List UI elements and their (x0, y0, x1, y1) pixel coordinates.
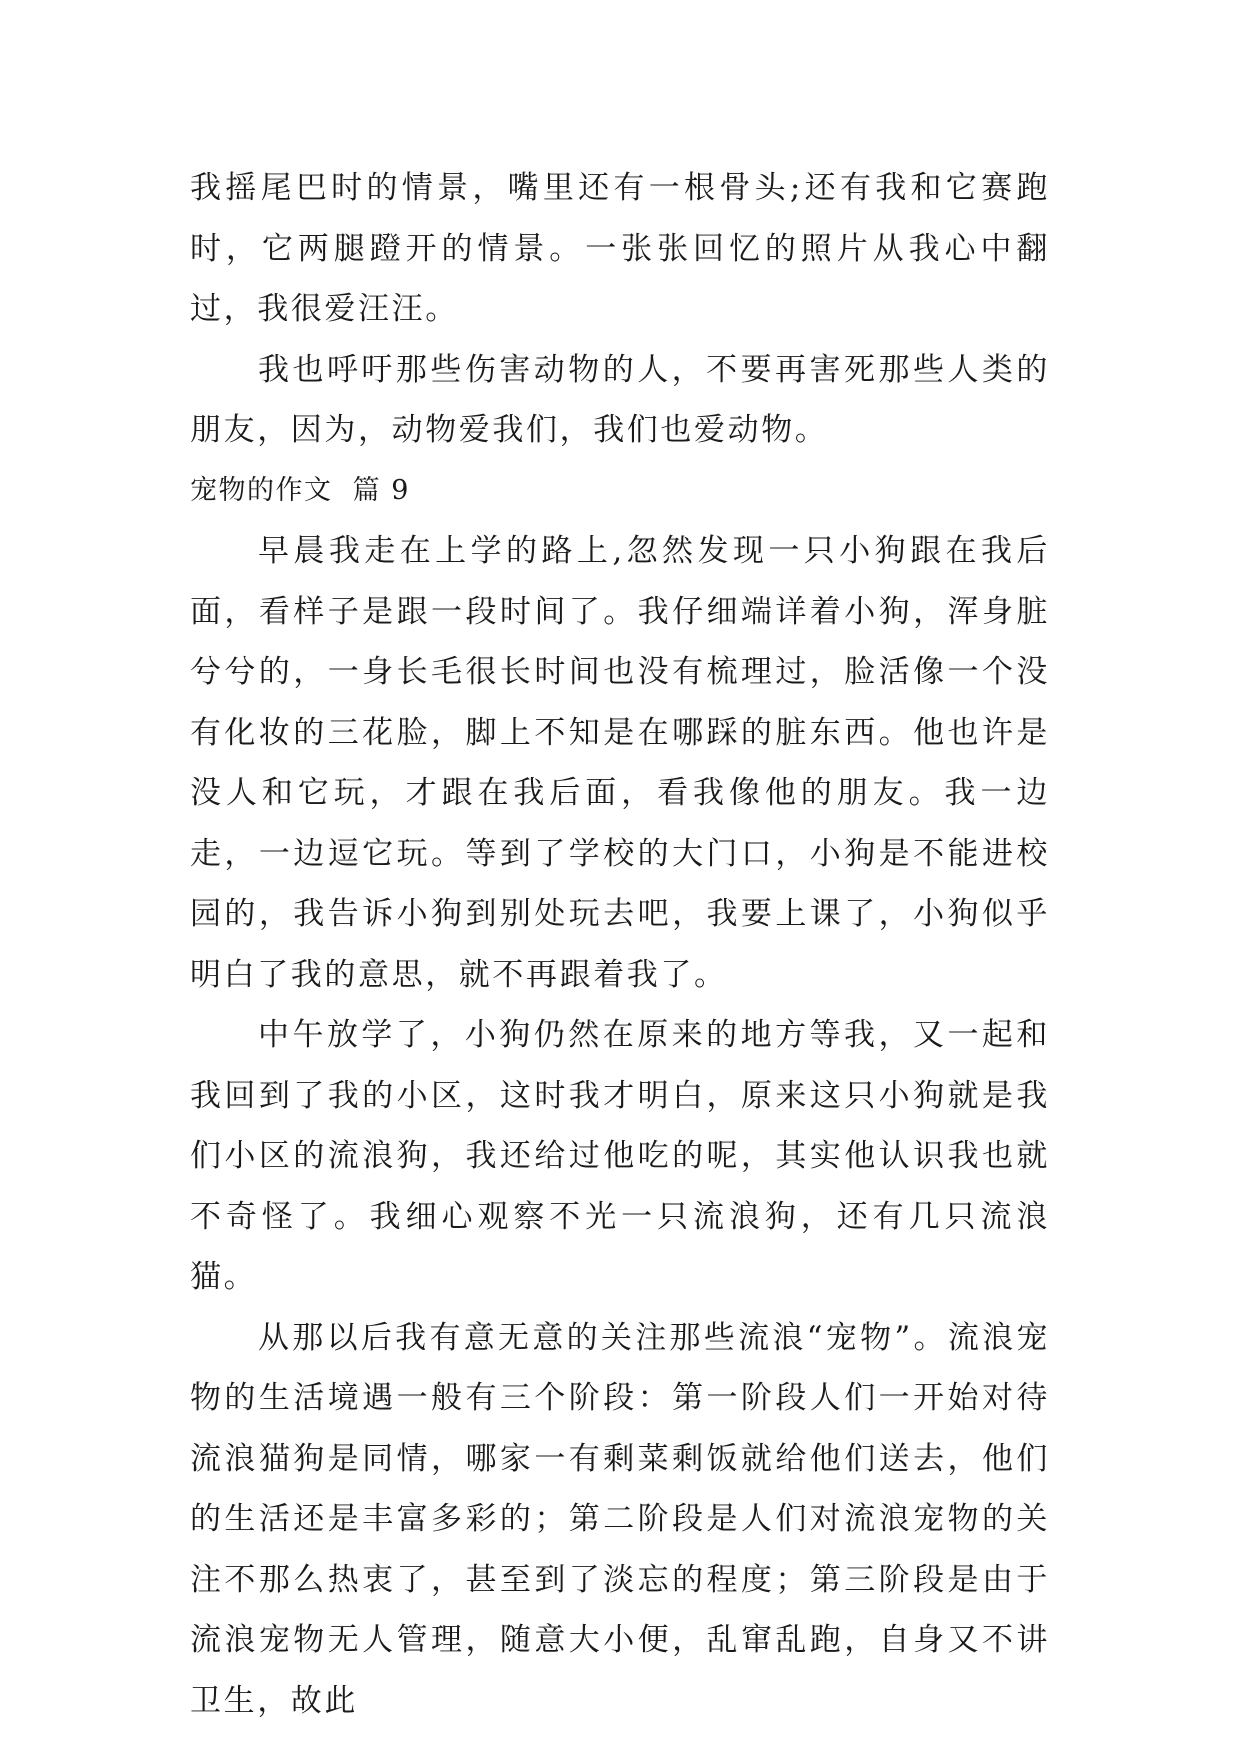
paragraph-1: 我摇尾巴时的情景，嘴里还有一根骨头;还有我和它赛跑时，它两腿蹬开的情景。一张张回忆的照片从我心中翻过，我很爱汪汪。 (190, 170, 1050, 327)
paragraph-4: 中午放学了，小狗仍然在原来的地方等我，又一起和我回到了我的小区，这时我才明白，原来这只小狗就是我们小区的流浪狗，我还给过他吃的呢，其实他认识我也就不奇怪了。我细心观察不光一只流浪狗，还有几只流浪猫。 (190, 1017, 1050, 1295)
article-body (190, 158, 1050, 1731)
section-heading: 宠物的作文 篇 9 (190, 474, 410, 506)
paragraph-5: 从那以后我有意无意的关注那些流浪“宠物”。流浪宠物的生活境遇一般有三个阶段：第一阶段人们一开始对待流浪猫狗是同情，哪家一有剩菜剩饭就给他们送去，他们的生活还是丰富多彩的；第二阶段是人们对流浪宠物的关注不那么热衷了，甚至到了淡忘的程度；第三阶段是由于流浪宠物无人管理，随意大小便，乱窜乱跑，自身又不讲卫生，故此 (190, 1319, 1050, 1719)
paragraph-2: 我也呼吁那些伤害动物的人，不要再害死那些人类的朋友，因为，动物爱我们，我们也爱动物。 (190, 351, 1050, 448)
paragraph-3: 早晨我走在上学的路上,忽然发现一只小狗跟在我后面，看样子是跟一段时间了。我仔细端详着小狗，浑身脏兮兮的，一身长毛很长时间也没有梳理过，脸活像一个没有化妆的三花脸，脚上不知是在哪踩的脏东西。他也许是没人和它玩，才跟在我后面，看我像他的朋友。我一边走，一边逗它玩。等到了学校的大门口，小狗是不能进校园的，我告诉小狗到别处玩去吧，我要上课了，小狗似乎明白了我的意思，就不再跟着我了。 (190, 533, 1050, 993)
